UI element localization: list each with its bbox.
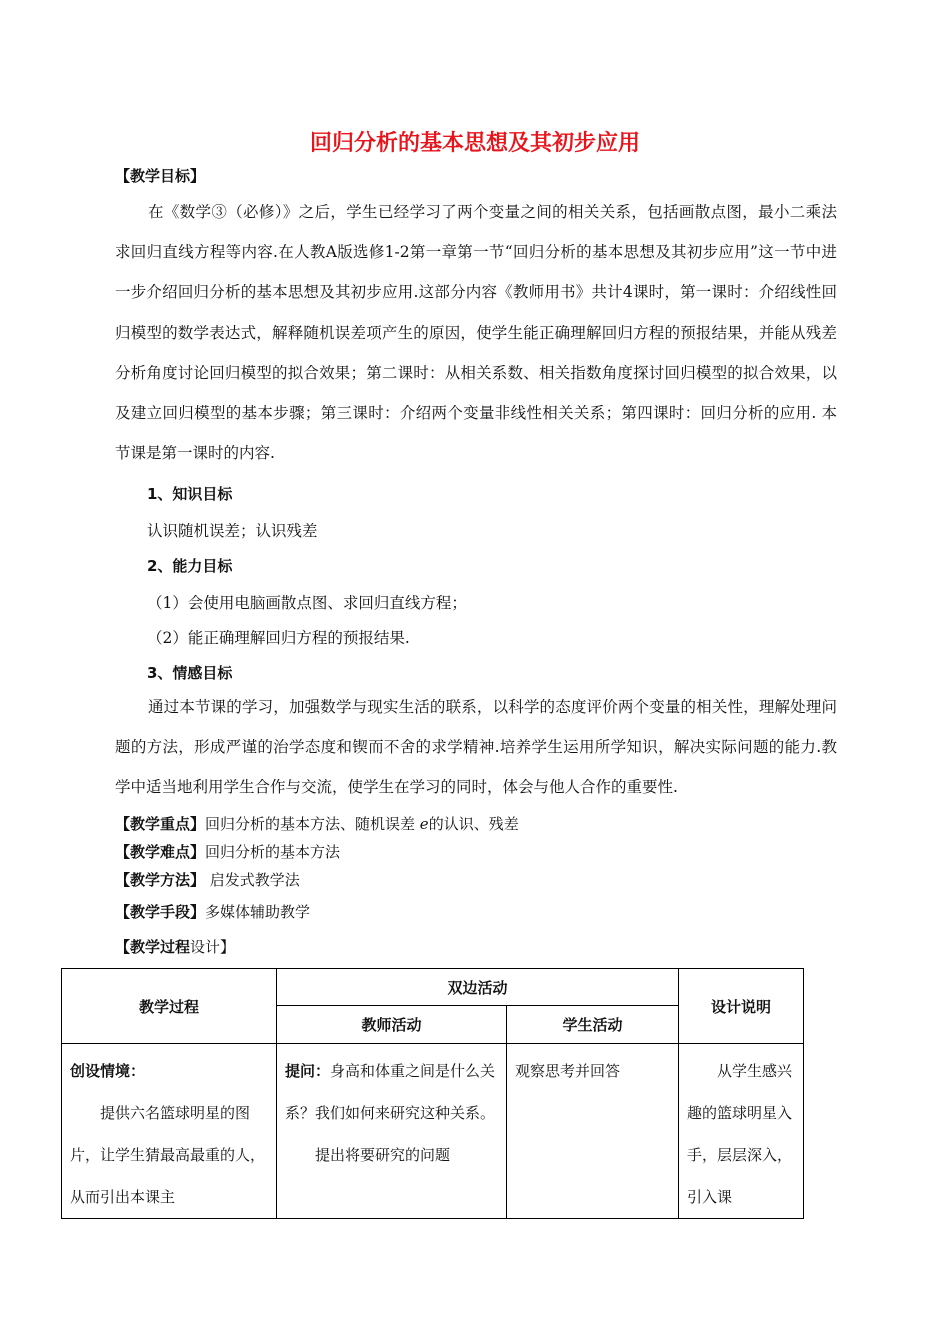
teacher-cell-label: 提问：	[285, 1062, 331, 1080]
process-row	[115, 936, 235, 957]
objectives-intro: 在《数学③（必修）》之后，学生已经学习了两个变量之间的相关关系，包括画散点图，最小二乘法求回归直线方程等内容.在人教A版选修1-2第一章第一节“回归分析的基本思想及其初步应用”这一节中进一步介绍回归分析的基本思想及其初步应用.这部分内容《教师用书》共计4课时，第一课时：介绍线性回归模型的数学表达式，解释随机误差项产生的原因，使学生能正确理解回归方程的预报结果，并能从残差分析角度讨论回归模型的拟合效果；第二课时：从相关系数、相关指数角度探讨回归模型的拟合效果，以及建立回归模型的基本步骤；第三课时：介绍两个变量非线性相关关系；第四课时：回归分析的应用. 本节课是第一课时的内容.	[115, 203, 837, 463]
difficulty-row	[115, 841, 340, 862]
key-points-text-after: 的认识、残差	[428, 815, 519, 833]
objectives-heading: 【教学目标】	[115, 167, 206, 185]
col-header-design: 设计说明	[679, 969, 804, 1044]
emotion-text: 通过本节课的学习，加强数学与现实生活的联系，以科学的态度评价两个变量的相关性，理解处理问题的方法，形成严谨的治学态度和锲而不舍的求学精神.培养学生运用所学知识，解决实际问题的能力.教学中适当地利用学生合作与交流，使学生在学习的同时，体会与他人合作的重要性.	[115, 698, 837, 797]
teacher-cell	[277, 1044, 507, 1219]
difficulty-label: 【教学难点】	[115, 843, 206, 861]
document-title: 回归分析的基本思想及其初步应用	[309, 131, 640, 156]
process-label: 【教学过程	[115, 938, 191, 956]
means-row	[115, 901, 310, 922]
teaching-process-table	[61, 968, 804, 1219]
student-cell: 观察思考并回答	[507, 1044, 679, 1219]
knowledge-heading: 1、知识目标	[147, 485, 233, 503]
means-text: 多媒体辅助教学	[205, 903, 311, 921]
process-cell-label: 创设情境：	[70, 1062, 146, 1080]
col-header-process: 教学过程	[62, 969, 277, 1044]
key-points-label: 【教学重点】	[115, 815, 206, 833]
method-label: 【教学方法】	[115, 871, 206, 889]
means-label: 【教学手段】	[115, 903, 206, 921]
emotion-heading: 3、情感目标	[147, 664, 233, 682]
ability-item-2: （2）能正确理解回归方程的预报结果.	[147, 629, 410, 647]
key-points-row	[115, 813, 519, 834]
knowledge-text: 认识随机误差；认识残差	[147, 522, 318, 540]
design-cell-text: 从学生感兴趣的篮球明星入手，层层深入，引入课	[687, 1062, 793, 1206]
method-row	[115, 869, 300, 890]
method-text: 启发式教学法	[205, 871, 300, 889]
col-header-student: 学生活动	[507, 1006, 679, 1044]
process-suffix: 设计】	[190, 938, 236, 956]
difficulty-text: 回归分析的基本方法	[205, 843, 341, 861]
design-cell	[679, 1044, 804, 1219]
process-cell-text: 提供六名篮球明星的图片，让学生猜最高最重的人，从而引出本课主	[70, 1104, 266, 1206]
ability-item-1: （1）会使用电脑画散点图、求回归直线方程；	[147, 594, 467, 612]
process-cell	[62, 1044, 277, 1219]
key-points-symbol: e	[419, 815, 429, 833]
key-points-text: 回归分析的基本方法、随机误差	[205, 815, 420, 833]
teacher-cell-text: 身高和体重之间是什么关系？我们如何来研究这种关系。	[285, 1062, 496, 1122]
teacher-cell-text-2: 提出将要研究的问题	[315, 1146, 451, 1164]
ability-heading: 2、能力目标	[147, 557, 233, 575]
col-header-activity: 双边活动	[277, 969, 679, 1006]
col-header-teacher: 教师活动	[277, 1006, 507, 1044]
